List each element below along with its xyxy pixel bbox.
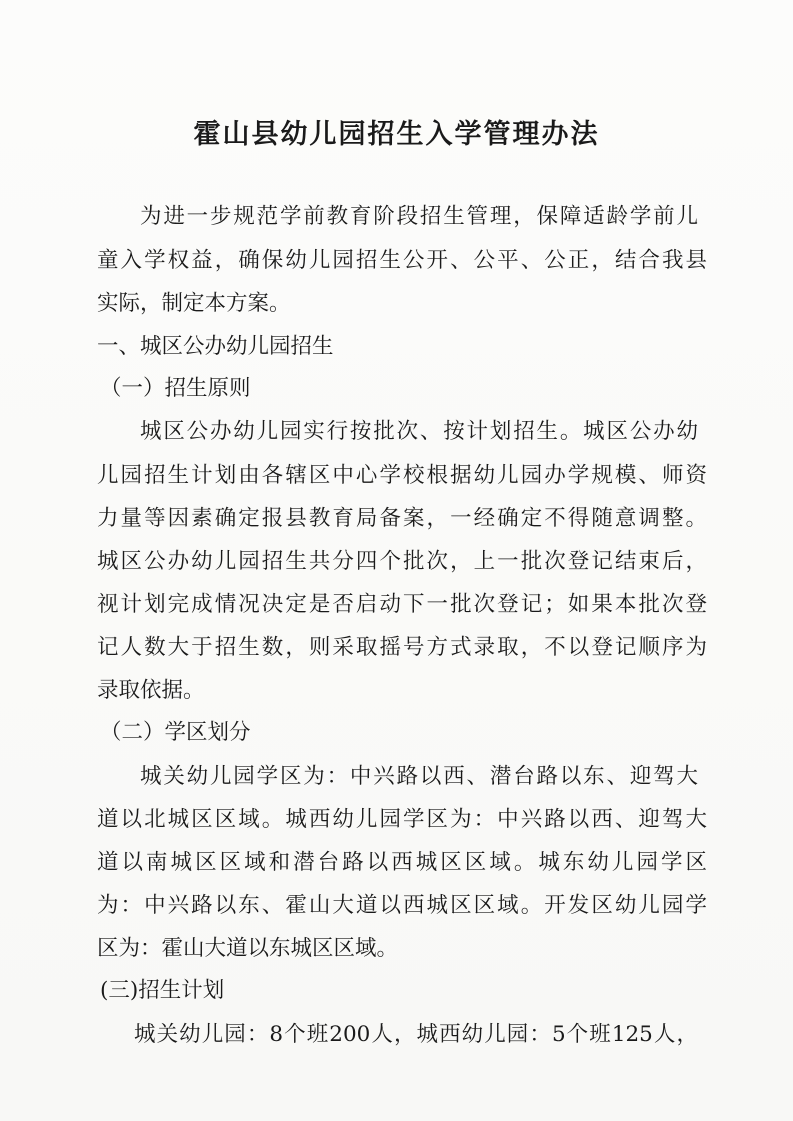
paragraph-line: 童入学权益，确保幼儿园招生公开、公平、公正，结合我县 [97,248,707,273]
document-title: 霍山县幼儿园招生入学管理办法 [193,119,600,150]
paragraph-line: 城关幼儿园：8个班200人，城西幼儿园：5个班125人， [134,1022,698,1047]
paragraph-line: 实际，制定本方案。 [97,291,291,316]
subsection-heading: （一）招生原则 [100,376,251,401]
paragraph-line: 道以南城区区域和潜台路以西城区区域。城东幼儿园学区 [97,850,707,875]
paragraph-line: 儿园招生计划由各辖区中心学校根据幼儿园办学规模、师资 [97,463,707,488]
paragraph-line: 录取依据。 [97,678,205,703]
paragraph-line: 城区公办幼儿园招生共分四个批次，上一批次登记结束后， [97,549,707,574]
paragraph-line: 道以北城区区域。城西幼儿园学区为：中兴路以西、迎驾大 [97,807,707,832]
paragraph-line: 为进一步规范学前教育阶段招生管理，保障适龄学前儿 [140,204,698,229]
subsection-heading: （二）学区划分 [100,720,251,745]
paragraph-line: 城区公办幼儿园实行按批次、按计划招生。城区公办幼 [140,419,698,444]
paragraph-line: 为：中兴路以东、霍山大道以西城区区域。开发区幼儿园学 [97,893,707,918]
subsection-heading: (三)招生计划 [100,978,225,1003]
paragraph-line: 记人数大于招生数，则采取摇号方式录取，不以登记顺序为 [97,635,707,660]
paragraph-line: 力量等因素确定报县教育局备案，一经确定不得随意调整。 [97,506,707,531]
section-heading: 一、城区公办幼儿园招生 [97,334,334,359]
paragraph-line: 视计划完成情况决定是否启动下一批次登记；如果本批次登 [97,592,707,617]
paragraph-line: 城关幼儿园学区为：中兴路以西、潜台路以东、迎驾大 [140,764,698,789]
paragraph-line: 区为：霍山大道以东城区区域。 [97,936,399,961]
